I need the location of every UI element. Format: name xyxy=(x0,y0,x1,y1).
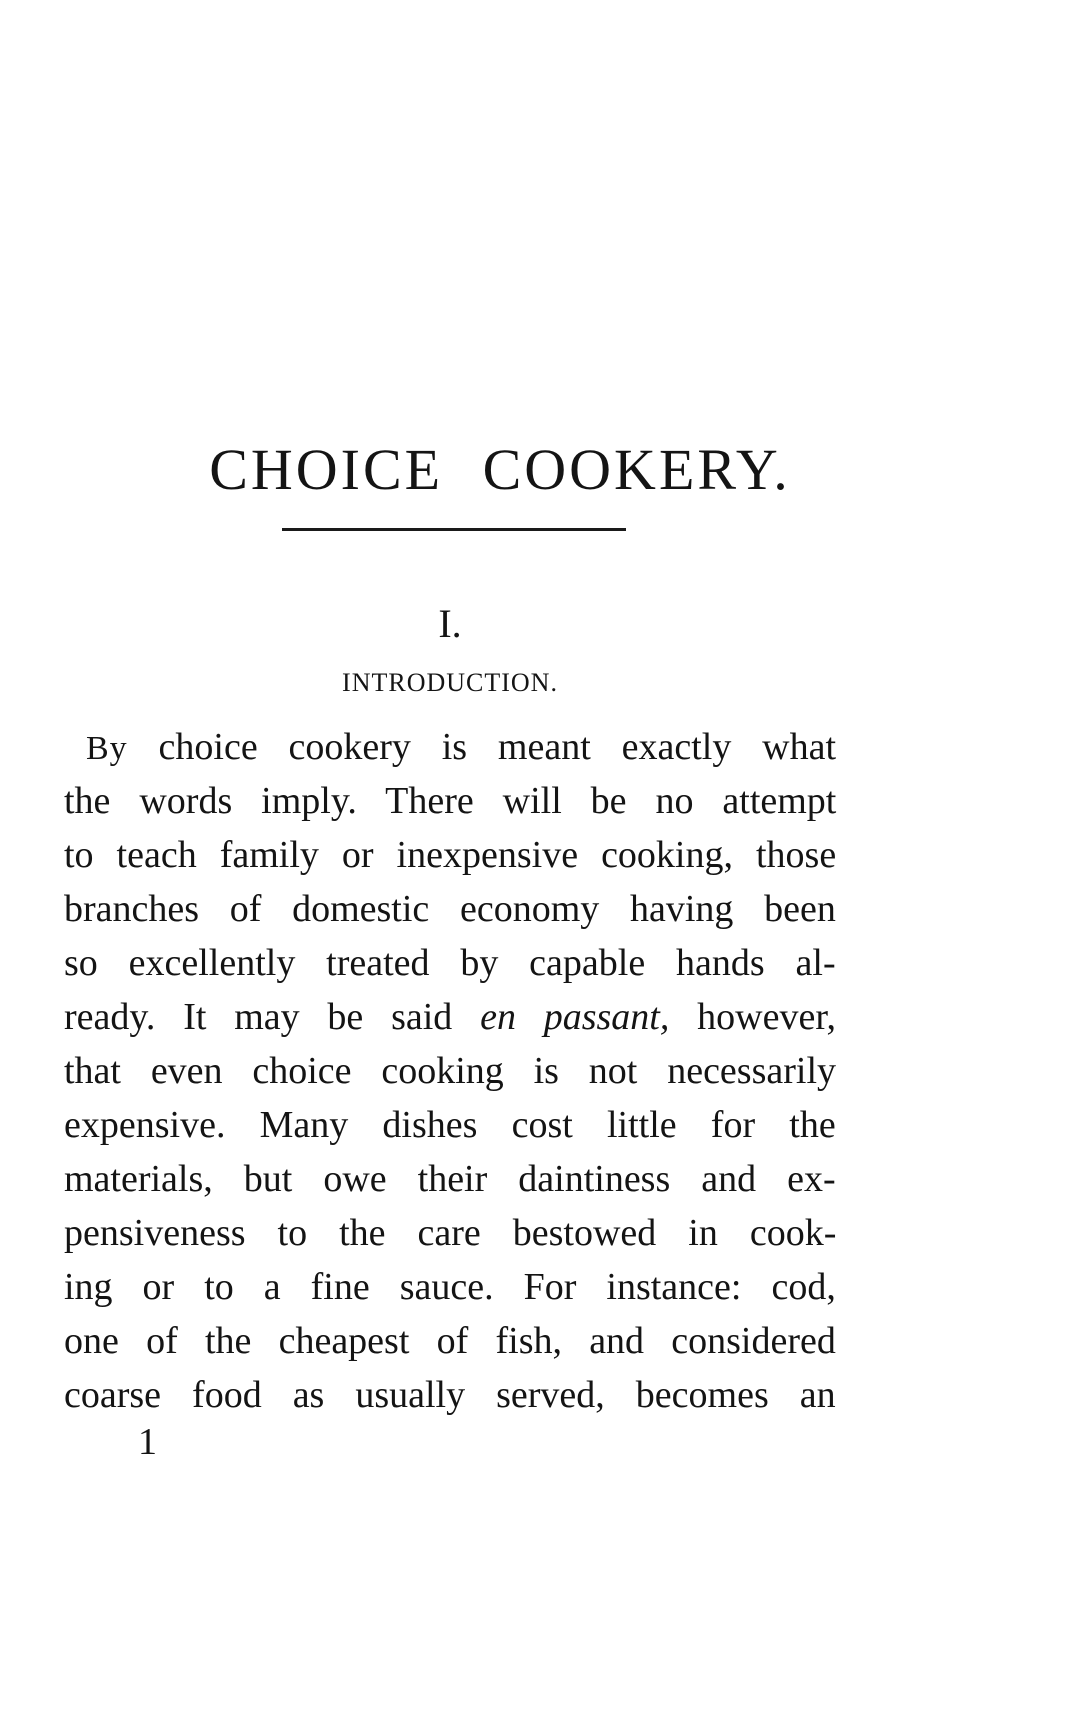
text-line-8 xyxy=(64,1098,836,1152)
line-6-text-a: ready. It may be said xyxy=(64,996,453,1038)
line-6-italic: en passant, xyxy=(480,996,670,1038)
line-5-text: so excellently treated by capable hands al- xyxy=(64,942,836,984)
line-3-text: to teach family or inexpensive cooking, those xyxy=(64,834,837,876)
text-line-7 xyxy=(64,1044,836,1098)
chapter-number: I. xyxy=(438,601,462,646)
line-11-text: ing or to a fine sauce. For instance: cod, xyxy=(64,1266,836,1308)
lead-small-caps: By xyxy=(86,730,128,767)
title-rule xyxy=(282,528,626,531)
line-7-text: that even choice cooking is not necessarily xyxy=(64,1050,837,1092)
line-10-text: pensiveness to the care bestowed in cook- xyxy=(64,1212,837,1254)
body-text xyxy=(64,720,836,1422)
line-4-text: branches of domestic economy having been xyxy=(64,888,836,930)
text-line-5 xyxy=(64,936,836,990)
text-line-1 xyxy=(64,720,836,774)
text-line-13 xyxy=(64,1368,836,1422)
text-line-2 xyxy=(64,774,836,828)
page-number: 1 xyxy=(138,1421,157,1463)
line-1-text: choice cookery is meant exactly what xyxy=(158,726,837,768)
book-title: CHOICE COOKERY. xyxy=(209,437,791,502)
line-2-text: the words imply. There will be no attempt xyxy=(64,780,837,822)
text-line-9 xyxy=(64,1152,836,1206)
chapter-title: INTRODUCTION. xyxy=(342,668,558,697)
line-12-text: one of the cheapest of fish, and considered xyxy=(64,1320,836,1362)
text-line-3 xyxy=(64,828,836,882)
text-line-4 xyxy=(64,882,836,936)
line-9-text: materials, but owe their daintiness and ex- xyxy=(64,1158,836,1200)
text-line-6 xyxy=(64,990,836,1044)
text-line-1-content xyxy=(86,720,836,774)
line-6-text-b: however, xyxy=(697,996,836,1038)
text-line-11 xyxy=(64,1260,836,1314)
text-line-12 xyxy=(64,1314,836,1368)
line-13-text: coarse food as usually served, becomes an xyxy=(64,1374,836,1416)
line-6-content xyxy=(64,990,836,1044)
text-line-10 xyxy=(64,1206,836,1260)
line-8-text: expensive. Many dishes cost little for the xyxy=(64,1104,836,1146)
